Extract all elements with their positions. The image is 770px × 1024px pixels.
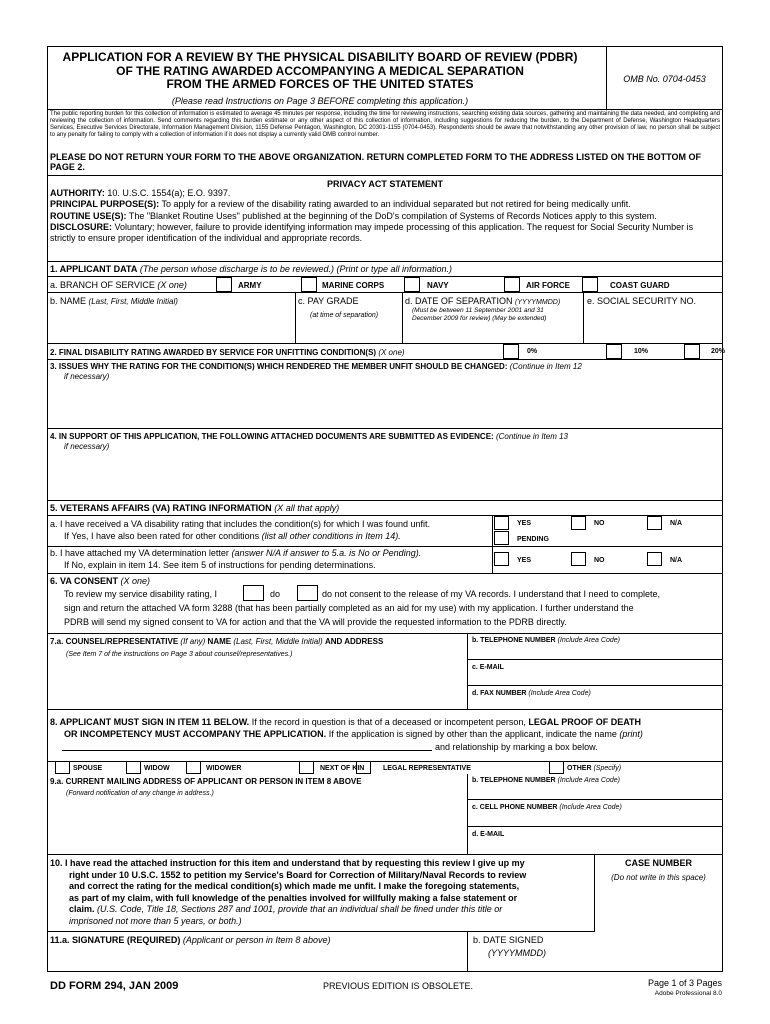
branch-coastguard-label: COAST GUARD — [610, 281, 670, 290]
certification-text: 10. I have read the attached instruction for this item and understand that by requesting this review I give up my right under 10 U.S.C. 1552 to petition my Service's Board for Correction of Military/Naval Records to review and correct the rating for the medical condition(s) which made me unfit. I make the foregoing statements, as part of my claim, with full knowledge of the penalties involved for willfully making a false statement or claim. (U.S. Code, Title 18, Sections 287 and 1001, provide that an individual shall be fined under this title or imprisoned not more than 5 years, or both.) — [50, 858, 527, 926]
mailing-address-sub: (Forward notification of any change in address.) — [66, 790, 214, 797]
section8-rule — [48, 709, 722, 710]
branch-airforce-checkbox[interactable] — [504, 277, 520, 292]
signature-label: 11.a. SIGNATURE (REQUIRED) (Applicant or person in Item 8 above) — [50, 935, 331, 945]
consent-line3: PDRB will send my signed consent to VA for action and that the VA will provide the requested information to the PDRB directly. — [64, 617, 567, 627]
consent-donot-checkbox[interactable] — [297, 585, 318, 601]
relation-rule-top — [48, 761, 722, 762]
s5a-no-label: NO — [594, 520, 605, 527]
branch-marine-label: MARINE CORPS — [322, 281, 385, 290]
purpose-text: To apply for a review of the disability rating awarded to an individual separated but not retired for being medically unfit. — [161, 199, 631, 210]
s5b-rule — [48, 546, 722, 547]
mailing-address-field[interactable] — [50, 800, 465, 852]
form-title — [50, 51, 590, 92]
branch-marine-checkbox[interactable] — [301, 277, 317, 292]
branch-navy-checkbox[interactable] — [404, 277, 420, 292]
s5a-pending-checkbox[interactable] — [494, 531, 509, 545]
branch-rule-top — [48, 276, 722, 277]
section4-rule — [48, 428, 722, 429]
s5b-text: b. I have attached my VA determination letter (answer N/A if answer to 5.a. is No or Pending). If No, explain in item 14. See item 5 of instructions for pending determinations. — [50, 548, 422, 570]
consent-do-checkbox[interactable] — [243, 585, 264, 601]
applicant-cell-label: c. CELL PHONE NUMBER (Include Area Code) — [472, 804, 622, 811]
s5a-pending-label: PENDING — [517, 536, 549, 543]
relation-nok-checkbox[interactable] — [299, 761, 314, 774]
s5b-yes-label: YES — [517, 557, 532, 564]
s5a-yes-label: YES — [517, 520, 532, 527]
section5-rule — [48, 500, 722, 501]
name-label: b. NAME (Last, First, Middle Initial) — [50, 296, 178, 306]
relation-legalrep-label: LEGAL REPRESENTATIVE — [383, 765, 471, 772]
counsel-phone-label: b. TELEPHONE NUMBER (Include Area Code) — [472, 637, 620, 644]
section4-label: 4. IN SUPPORT OF THIS APPLICATION, THE FOLLOWING ATTACHED DOCUMENTS ARE SUBMITTED AS EVIDENCE: (Continue in Item 13 if necessary) — [50, 432, 568, 451]
applicant-phone-label: b. TELEPHONE NUMBER (Include Area Code) — [472, 777, 620, 784]
mailing-divider — [467, 774, 468, 854]
branch-navy-label: NAVY — [427, 281, 449, 290]
section10-rule — [48, 854, 722, 855]
disclosure-text: Voluntary; however, failure to provide identifying information may impede processing of this application. The request for Social Security Number is strictly to ensure proper identification of the individual and appropriate records. — [50, 221, 694, 244]
privacy-title: PRIVACY ACT STATEMENT — [326, 179, 443, 189]
section3-rule — [48, 359, 722, 360]
date-signed-format: (YYYYMMDD) — [488, 948, 546, 958]
section6-rule — [48, 573, 722, 574]
pay-grade-note: (at time of separation) — [310, 312, 379, 319]
privacy-block — [50, 188, 720, 244]
separation-date-label: d. DATE OF SEPARATION (YYYYMMDD) — [405, 296, 561, 306]
branch-army-label: ARMY — [238, 281, 262, 290]
s5a-yes-checkbox[interactable] — [494, 516, 509, 530]
relation-other-label: OTHER (Specify) — [567, 765, 622, 772]
relation-legalrep-checkbox[interactable] — [356, 761, 371, 774]
relation-widow-checkbox[interactable] — [126, 761, 141, 774]
relation-widow-label: WIDOW — [144, 765, 170, 772]
signature-divider — [467, 931, 468, 972]
s5a-text: a. I have received a VA disability rating that includes the condition(s) for which I was found unfit. If Yes, I have also been rated for other conditions (list all other conditions in Item 14). — [50, 519, 431, 541]
counsel-email-label: c. E-MAIL — [472, 664, 504, 671]
consent-line2: sign and return the attached VA form 3288 (that has been partially completed as an aid for my use) with my application. I further understand the — [64, 603, 634, 613]
relation-other-field[interactable] — [620, 763, 720, 773]
branch-army-checkbox[interactable] — [216, 277, 232, 292]
branch-label: a. BRANCH OF SERVICE (X one) — [50, 280, 187, 290]
date-ssn-divider — [583, 292, 584, 343]
mailing-address-label: 9.a. CURRENT MAILING ADDRESS OF APPLICANT OR PERSON IN ITEM 8 ABOVE — [50, 777, 362, 786]
rating-0-checkbox[interactable] — [503, 344, 519, 359]
applicant-cell-rule — [467, 826, 722, 827]
applicant-phone-rule — [467, 799, 722, 800]
consent-line1b: do not consent to the release of my VA records. I understand that I need to complete, — [322, 589, 661, 599]
section8-line3: and relationship by marking a box below. — [435, 742, 598, 752]
relation-widower-label: WIDOWER — [206, 765, 242, 772]
signer-name-line — [62, 750, 432, 751]
case-number-title: CASE NUMBER — [624, 858, 692, 868]
page-number: Page 1 of 3 Pages — [647, 978, 722, 988]
section5-title: 5. VETERANS AFFAIRS (VA) RATING INFORMATION (X all that apply) — [50, 503, 340, 513]
s5-divider — [492, 515, 493, 573]
relation-widower-checkbox[interactable] — [186, 761, 201, 774]
title-line-2: OF THE RATING AWARDED ACCOMPANYING A MEDICAL SEPARATION — [116, 63, 524, 78]
relation-spouse-checkbox[interactable] — [55, 761, 70, 774]
header-rule — [48, 109, 722, 110]
counsel-phone-rule — [467, 659, 722, 660]
section6-title: 6. VA CONSENT (X one) — [50, 576, 151, 586]
pay-date-divider — [402, 292, 403, 343]
section8-text: 8. APPLICANT MUST SIGN IN ITEM 11 BELOW. If the record in question is that of a deceased or incompetent person, LEGAL PROOF OF DEATH OR INCOMPETENCY MUST ACCOMPANY THE APPLICATION. If the application is signed by other than the applicant, indicate the name (print) — [50, 717, 643, 739]
section1-rule — [48, 261, 722, 262]
authority-text: 10. U.S.C. 1554(a); E.O. 9397. — [107, 188, 231, 198]
rating-20-checkbox[interactable] — [684, 344, 700, 359]
counsel-label: 7.a. COUNSEL/REPRESENTATIVE (If any) NAME (Last, First, Middle Initial) AND ADDRESS — [50, 637, 384, 646]
evidence-textarea[interactable] — [50, 455, 720, 497]
s5a-no-checkbox[interactable] — [571, 516, 586, 530]
s5b-no-label: NO — [594, 557, 605, 564]
s5b-no-checkbox[interactable] — [571, 552, 586, 566]
adobe-note: Adobe Professional 8.0 — [654, 990, 722, 997]
name-pay-divider — [295, 292, 296, 343]
counsel-fax-label: d. FAX NUMBER (Include Area Code) — [472, 690, 591, 697]
section11-rule — [48, 931, 594, 932]
applicant-email-label: d. E-MAIL — [472, 831, 505, 838]
title-line-1: APPLICATION FOR A REVIEW BY THE PHYSICAL DISABILITY BOARD OF REVIEW (PDBR) — [62, 50, 578, 64]
s5b-na-checkbox[interactable] — [647, 552, 662, 566]
return-warning: PLEASE DO NOT RETURN YOUR FORM TO THE ABOVE ORGANIZATION. RETURN COMPLETED FORM TO THE ADDRESS LISTED ON THE BOTTOM OF PAGE 2. — [50, 152, 702, 172]
form-subtitle: (Please read Instructions on Page 3 BEFORE completing this application.) — [171, 96, 469, 106]
date-signed-label: b. DATE SIGNED — [473, 935, 544, 945]
purpose-label: PRINCIPAL PURPOSE(S): — [50, 199, 160, 210]
rating-10-checkbox[interactable] — [606, 344, 622, 359]
rating-0-label: 0% — [527, 348, 538, 355]
s5a-na-label: N/A — [670, 520, 683, 527]
s5b-na-label: N/A — [670, 557, 683, 564]
omb-number: OMB No. 0704-0453 — [623, 74, 706, 84]
counsel-name-address-field[interactable] — [50, 662, 465, 708]
pay-grade-label: c. PAY GRADE — [298, 296, 359, 306]
consent-do-label: do — [270, 589, 281, 599]
signature-field[interactable] — [50, 948, 462, 970]
case-number-note: (Do not write in this space) — [611, 873, 706, 882]
counsel-email-rule — [467, 685, 722, 686]
relation-other-checkbox[interactable] — [549, 761, 564, 774]
relation-nok-label: NEXT OF KIN — [320, 765, 365, 772]
name-field[interactable] — [50, 308, 290, 342]
disclosure-label: DISCLOSURE: — [50, 221, 113, 232]
section1-title: 1. APPLICANT DATA (The person whose discharge is to be reviewed.) (Print or type all information.) — [50, 264, 452, 274]
section3-label: 3. ISSUES WHY THE RATING FOR THE CONDITION(S) WHICH RENDERED THE MEMBER UNFIT SHOULD BE CHANGED: (Continue in Item 12 if necessary) — [50, 362, 582, 381]
routine-text: The "Blanket Routine Uses" published at the beginning of the DoD's compilation of Systems of Records Notices apply to this system. — [128, 210, 657, 221]
relation-spouse-label: SPOUSE — [73, 765, 103, 772]
title-line-3: FROM THE ARMED FORCES OF THE UNITED STATES — [166, 77, 474, 91]
separation-date-note: (Must be between 11 September 2001 and 31 December 2009 for review) (May be extended) — [412, 307, 547, 322]
routine-label: ROUTINE USE(S): — [50, 210, 127, 221]
rating-10-label: 10% — [634, 348, 649, 355]
counsel-sub: (See Item 7 of the instructions on Page 3 about counsel/representatives.) — [66, 651, 293, 658]
rating-20-label: 20% — [711, 348, 726, 355]
section2-label: 2. FINAL DISABILITY RATING AWARDED BY SERVICE FOR UNFITTING CONDITION(S) (X one) — [50, 348, 405, 357]
consent-line1a: To review my service disability rating, I — [64, 589, 218, 599]
s5a-rule — [48, 515, 722, 516]
privacy-rule — [48, 175, 722, 176]
branch-coastguard-checkbox[interactable] — [582, 277, 598, 292]
authority-label: AUTHORITY: — [50, 188, 105, 198]
branch-airforce-label: AIR FORCE — [526, 281, 570, 290]
section7-rule — [48, 633, 722, 634]
obsolete-note: PREVIOUS EDITION IS OBSOLETE. — [323, 981, 474, 991]
counsel-divider — [467, 633, 468, 709]
ssn-label: e. SOCIAL SECURITY NO. — [587, 296, 697, 306]
issues-textarea[interactable] — [50, 384, 720, 426]
burden-statement: The public reporting burden for this collection of information is estimated to average 45 minutes per response, including the time for reviewing instructions, searching existing data sources, gathering and maintaining the data needed, and completing and reviewing the collection of information. Send comments regarding this burden estimate or any other aspect of this collection of information, including suggestions for reducing the burden, to the Department of Defense, Washington Headquarters Services, Executive Services Directorate, Information Management Division, 1155 Defense Pentagon, Washington, DC 20301-1155 (0704-0453). Respondents should be aware that notwithstanding any other provision of law, no person shall be subject to any penalty for failing to comply with a collection of information if it does not display a currently valid OMB control number. — [50, 111, 720, 138]
s5a-na-checkbox[interactable] — [647, 516, 662, 530]
form-number: DD FORM 294, JAN 2009 — [50, 980, 179, 992]
s5b-yes-checkbox[interactable] — [494, 552, 509, 566]
branch-rule-bottom — [48, 292, 722, 293]
